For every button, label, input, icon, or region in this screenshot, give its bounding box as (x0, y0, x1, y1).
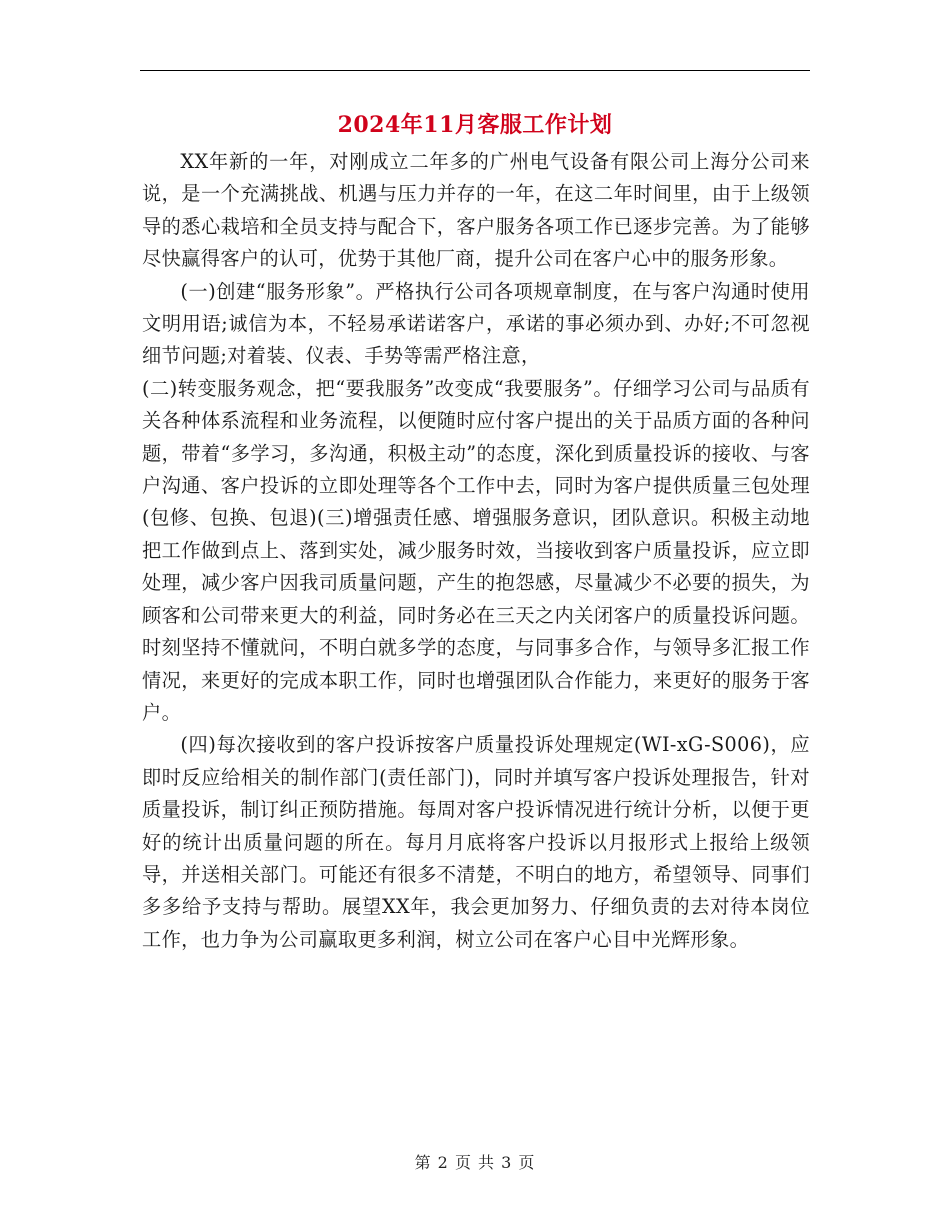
paragraph-section-2-3: (二)转变服务观念，把“要我服务”改变成“我要服务”。仔细学习公司与品质有关各种体系流程和业务流程，以便随时应付客户提出的关于品质方面的各种问题，带着“多学习，多沟通，积极主动”的态度，深化到质量投诉的接收、与客户沟通、客户投诉的立即处理等各个工作中去，同时为客户提供质量三包处理(包修、包换、包退)(三)增强责任感、增强服务意识，团队意识。积极主动地把工作做到点上、落到实处，减少服务时效，当接收到客户质量投诉，应立即处理，减少客户因我司质量问题，产生的抱怨感，尽量减少不必要的损失，为顾客和公司带来更大的利益，同时务必在三天之内关闭客户的质量投诉问题。时刻坚持不懂就问，不明白就多学的态度，与同事多合作，与领导多汇报工作情况，来更好的完成本职工作，同时也增强团队合作能力，来更好的服务于客户。 (142, 376, 810, 724)
page-number: 第 2 页 共 3 页 (414, 1153, 536, 1172)
document-body (142, 146, 810, 956)
paragraph-intro: XX年新的一年，对刚成立二年多的广州电气设备有限公司上海分公司来说，是一个充满挑战、机遇与压力并存的一年，在这二年时间里，由于上级领导的悉心栽培和全员支持与配合下，客户服务各项工作已逐步完善。为了能够尽快赢得客户的认可，优势于其他厂商，提升公司在客户心中的服务形象。 (142, 150, 810, 271)
header-rule (140, 70, 810, 71)
paragraph-section-1: (一)创建“服务形象”。严格执行公司各项规章制度，在与客户沟通时使用文明用语;诚信为本，不轻易承诺诺客户，承诺的事必须办到、办好;不可忽视细节问题;对着装、仪表、手势等需严格注意， (142, 279, 810, 368)
paragraph-section-4: (四)每次接收到的客户投诉按客户质量投诉处理规定(WI-xG-S006)，应即时反应给相关的制作部门(责任部门)，同时并填写客户投诉处理报告，针对质量投诉，制订纠正预防措施。每周对客户投诉情况进行统计分析，以便于更好的统计出质量问题的所在。每月月底将客户投诉以月报形式上报给上级领导，并送相关部门。可能还有很多不清楚，不明白的地方，希望领导、同事们多多给予支持与帮助。展望XX年，我会更加努力、仔细负责的去对待本岗位工作，也力争为公司赢取更多利润，树立公司在客户心目中光辉形象。 (142, 733, 810, 951)
document-title: 2024年11月客服工作计划 (337, 112, 613, 138)
